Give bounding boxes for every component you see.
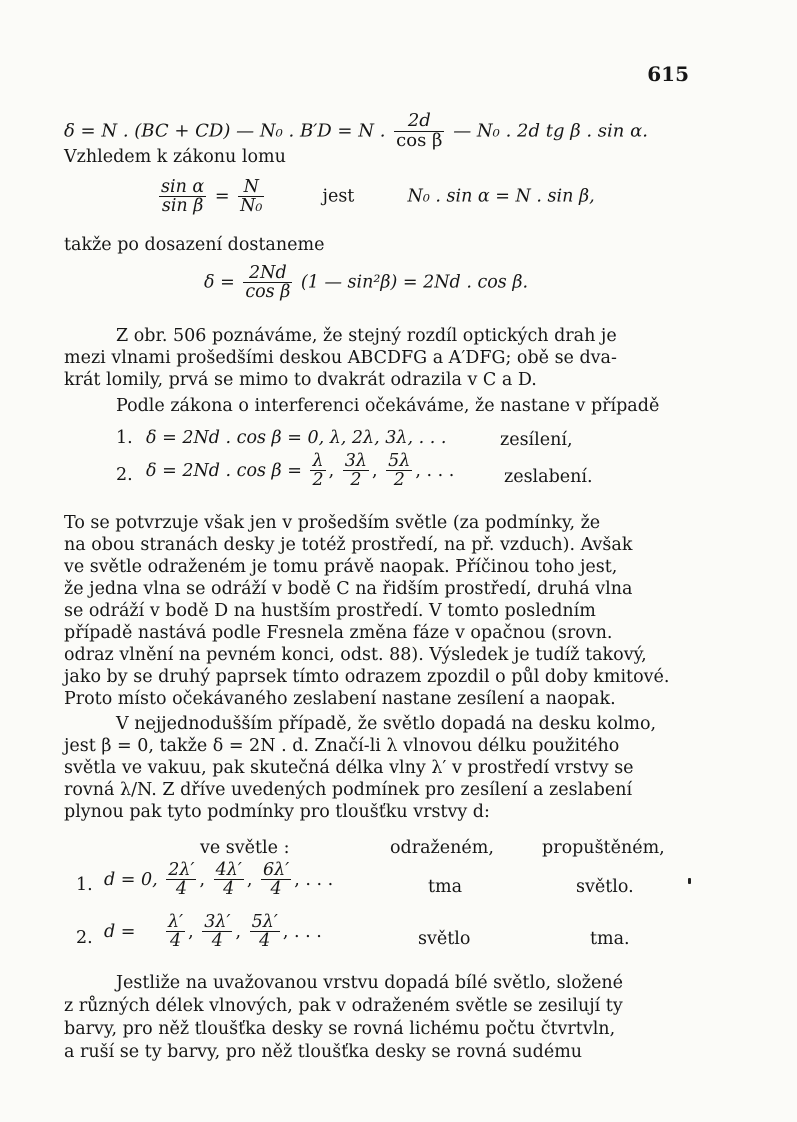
table-row-1-reflected: tma: [428, 877, 463, 897]
snell-result: N₀ . sin α = N . sin β,: [407, 186, 595, 207]
row2-tail: , . . .: [282, 921, 322, 942]
para1-line: krát lomily, prvá se mimo to dvakrát odrazila v C a D.: [64, 370, 537, 390]
row2-frac-den: 4: [259, 931, 271, 952]
snell-equals: =: [214, 186, 230, 207]
row2-fraction: [202, 913, 232, 951]
result-frac-den: cos β: [245, 282, 291, 303]
result-left: δ =: [204, 272, 235, 293]
row1-var: d = 0,: [104, 869, 158, 890]
row1-frac-den: 4: [270, 879, 282, 900]
table-row-2-reflected: světlo: [418, 929, 471, 949]
snell-f1-num: sin α: [161, 177, 205, 197]
row1-tail: , . . .: [294, 869, 334, 890]
para3-line: že jedna vlna se odráží v bodě C na řidším prostředí, druhá vlna: [64, 579, 633, 599]
cond2-frac-den: 2: [312, 470, 324, 491]
row2-frac-den: 4: [169, 931, 182, 952]
cond2-frac-num: 5λ: [388, 451, 411, 471]
equation-path-difference: [64, 112, 648, 151]
condition-2-result: zeslabení.: [504, 467, 593, 487]
table-header-reflected: odraženém,: [390, 838, 494, 858]
eq-delta-fraction: [394, 112, 444, 151]
para3-line: na obou stranách desky je totéž prostředí, na př. vzduch). Avšak: [64, 535, 633, 555]
para3-line: To se potvrzuje však jen v prošedším světle (za podmínky, že: [64, 513, 601, 533]
cond2-fraction: [310, 452, 325, 490]
snell-f1-den: sin β: [161, 196, 204, 217]
eq-delta-frac-den: cos β: [396, 129, 443, 151]
condition-1-result: zesílení,: [500, 430, 573, 450]
row2-fraction: [166, 913, 185, 951]
para4-line: jest β = 0, takže δ = 2N . d. Značí-li λ vlnovou délku použitého: [64, 736, 620, 756]
cond2-tail: , . . .: [415, 460, 455, 481]
para3-line: Proto místo očekávaného zeslabení nastane zesílení a naopak.: [64, 689, 616, 709]
snell-f2-num: N: [238, 178, 264, 197]
para4-line: V nejjednodušším případě, že světlo dopadá na desku kolmo,: [116, 714, 657, 734]
snell-f2-den: N₀: [240, 196, 263, 217]
cond2-fraction: [343, 452, 369, 490]
condition-1-expr: δ = 2Nd . cos β = 0, λ, 2λ, 3λ, . . .: [146, 428, 447, 448]
page-number: 615: [647, 62, 689, 86]
condition-1-label: 1.: [116, 428, 133, 448]
snell-fraction-sin: [159, 178, 206, 216]
para3-line: ve světle odraženém je tomu právě naopak. Příčinou toho jest,: [64, 557, 618, 577]
row1-frac-num: 4λ′: [215, 860, 242, 880]
para1-line: mezi vlnami prošedšími deskou ABCDFG a A′DFG; obě se dva-: [64, 348, 617, 368]
table-row-1-transmitted: světlo.: [576, 877, 634, 897]
row1-fraction: [166, 861, 196, 899]
row2-frac-num: 5λ′: [251, 912, 278, 932]
table-row-2-transmitted: tma.: [590, 929, 630, 949]
eq-delta-frac-num: 2d: [394, 112, 444, 132]
row1-fraction: [261, 861, 291, 899]
table-row-1-label: 1.: [76, 875, 93, 895]
row2-frac-num: λ′: [168, 912, 184, 932]
eq-delta-right: — N₀ . 2d tg β . sin α.: [453, 120, 648, 142]
para4-line: světla ve vakuu, pak skutečná délka vlny λ′ v prostředí vrstvy se: [64, 758, 634, 778]
cond2-fraction: [386, 452, 412, 490]
row2-frac-den: 4: [211, 931, 223, 952]
result-frac-num: 2Nd: [243, 264, 292, 283]
table-header-transmitted: propuštěném,: [542, 838, 665, 858]
condition-2-label: 2.: [116, 465, 133, 485]
snell-jest: jest: [322, 186, 355, 207]
condition-2: δ = 2Nd . cos β = $\frac{\lambda}{2}$ , $\frac{3\lambda}{2}$ , $\frac{5\lambda}{2}$ , . . .: [146, 451, 455, 491]
print-speck: [688, 878, 691, 884]
cond2-frac-den: 2: [393, 470, 405, 491]
row1-fraction: [214, 861, 244, 899]
condition-2-expr: δ = 2Nd . cos β =: [146, 460, 302, 481]
snell-fraction-n: [238, 178, 264, 216]
table-row-1-values: d = 0, $\frac{2\lambda'}{4}$ , $\frac{4\lambda'}{4}$ , $\frac{6\lambda'}{4}$ , . . .: [104, 860, 334, 900]
para3-line: se odráží v bodě D na hustším prostředí. V tomto posledním: [64, 601, 596, 621]
para3-line: jako by se druhý paprsek tímto odrazem zpozdil o půl doby kmitové.: [64, 667, 670, 687]
equation-result: [204, 264, 528, 302]
row1-frac-den: 4: [223, 879, 235, 900]
para1-line: Z obr. 506 poznáváme, že stejný rozdíl optických drah je: [116, 326, 617, 346]
result-fraction: [243, 264, 292, 302]
eq-delta-left: δ = N . (BC + CD) — N₀ . B′D = N .: [64, 120, 386, 142]
para3-line: odraz vlnění na pevném konci, odst. 88). Výsledek je tudíž takový,: [64, 645, 647, 665]
text-after-substitution: takže po dosazení dostaneme: [64, 235, 325, 255]
cond2-frac-den: 2: [350, 470, 362, 491]
table-row-2-values: d = $\frac{\lambda'}{4}$ , $\frac{3\lambda'}{4}$ , $\frac{5\lambda'}{4}$ , . . .: [104, 912, 322, 952]
para5-line: a ruší se ty barvy, pro něž tloušťka desky se rovná sudému: [64, 1042, 583, 1062]
para4-line: plynou pak tyto podmínky pro tloušťku vrstvy d:: [64, 802, 490, 822]
para3-line: případě nastává podle Fresnela změna fáze v opačnou (srovn.: [64, 623, 613, 643]
para5-line: Jestliže na uvažovanou vrstvu dopadá bílé světlo, složené: [116, 973, 623, 993]
row2-frac-num: 3λ′: [204, 912, 231, 932]
result-right: (1 — sin²β) = 2Nd . cos β.: [300, 272, 529, 293]
para4-line: rovná λ/N. Z dříve uvedených podmínek pro zesílení a zeslabení: [64, 780, 633, 800]
row1-frac-den: 4: [175, 879, 187, 900]
table-header-light: ve světle :: [200, 838, 290, 858]
text-snell-intro: Vzhledem k zákonu lomu: [64, 147, 286, 167]
row1-frac-num: 6λ′: [263, 860, 290, 880]
row1-frac-num: 2λ′: [168, 860, 195, 880]
para5-line: z různých délek vlnových, pak v odraženém světle se zesilují ty: [64, 996, 623, 1016]
row2-fraction: [250, 913, 280, 951]
para5-line: barvy, pro něž tloušťka desky se rovná lichému počtu čtvrtvln,: [64, 1019, 616, 1039]
cond2-frac-num: 3λ: [344, 451, 367, 471]
para2-line: Podle zákona o interferenci očekáváme, že nastane v případě: [116, 396, 660, 416]
row2-var: d =: [104, 921, 136, 942]
equation-snell: [156, 178, 595, 216]
table-row-2-label: 2.: [76, 928, 93, 948]
cond2-frac-num: λ: [310, 452, 325, 471]
